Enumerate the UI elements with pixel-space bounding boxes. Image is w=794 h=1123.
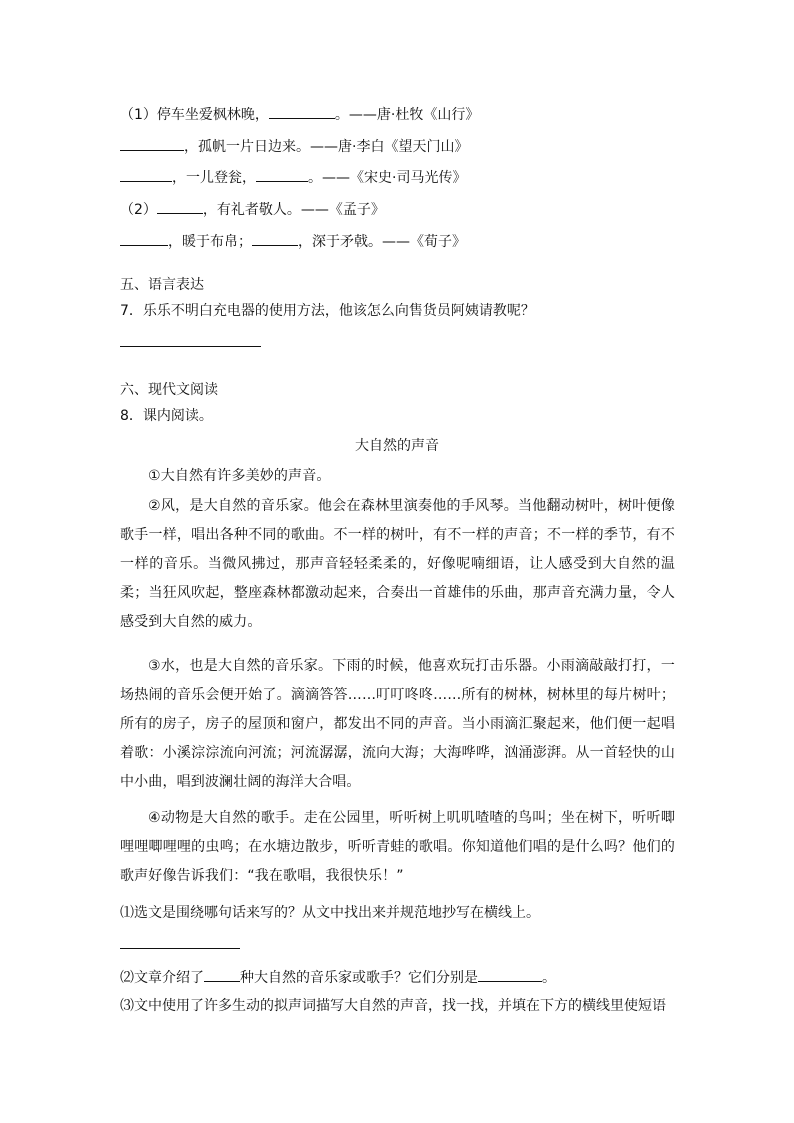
passage-paragraph-3: ③水，也是大自然的音乐家。下雨的时候，他喜欢玩打击乐器。小雨滴敲敲打打，一场热闹的音乐会便开始了。滴滴答答……叮叮咚咚……所有的树林，树林里的每片树叶；所有的房子，房子的屋顶和窗户，都发出不同的声音。当小雨滴汇聚起来，他们便一起唱着歌：小溪淙淙流向河流；河流潺潺，流向大海；大海哗哗，汹涌澎湃。从一首轻快的山中小曲，唱到波澜壮阔的海洋大合唱。 [120, 658, 675, 790]
answer-line-q7[interactable] [120, 346, 261, 347]
poem-line-2 [120, 136, 468, 156]
answer-blank[interactable] [252, 231, 298, 246]
poem-line-1 [120, 104, 479, 124]
answer-blank[interactable] [157, 199, 203, 214]
answer-blank[interactable] [120, 136, 184, 151]
answer-blank[interactable] [478, 967, 542, 982]
sub-question-2-text-c: 。 [542, 970, 556, 986]
poem-line-4-text: ，有礼者敬人。——《孟子》 [202, 202, 385, 218]
poem-line-3-text: ，一儿登瓮， [172, 170, 256, 186]
poem-line-5-text: ，暖于布帛； [168, 234, 252, 250]
poem-line-3 [120, 167, 466, 187]
section-6-heading: 六、现代文阅读 [120, 382, 218, 398]
answer-blank[interactable] [204, 967, 240, 982]
answer-blank[interactable] [256, 167, 308, 182]
question-7: 7．乐乐不明白充电器的使用方法，他该怎么向售货员阿姨请教呢？ [120, 303, 535, 319]
answer-blank[interactable] [269, 104, 335, 119]
sub-question-2-text-a: ⑵文章介绍了 [120, 970, 204, 986]
poem-line-5 [120, 231, 466, 251]
poem-line-4 [120, 199, 385, 219]
poem-line-1-text: （1）停车坐爱枫林晚， [120, 107, 269, 123]
poem-line-4-label: （2） [120, 202, 157, 218]
section-5-heading: 五、语言表达 [120, 277, 204, 293]
sub-question-3: ⑶文中使用了许多生动的拟声词描写大自然的声音，找一找，并填在下方的横线里使短语 [120, 998, 666, 1014]
sub-question-2 [120, 967, 556, 987]
poem-line-3-source: 。——《宋史·司马光传》 [308, 170, 467, 186]
poem-line-1-source: 。——唐·杜牧《山行》 [334, 107, 480, 123]
sub-question-2-text-b: 种大自然的音乐家或歌手？它们分别是 [240, 970, 478, 986]
answer-line-sq1[interactable] [120, 948, 240, 949]
passage-paragraph-2: ②风，是大自然的音乐家。他会在森林里演奏他的手风琴。当他翻动树叶，树叶便像歌手一样，唱出各种不同的歌曲。不一样的树叶，有不一样的声音；不一样的季节，有不一样的音乐。当微风拂过，那声音轻轻柔柔的，好像呢喃细语，让人感受到大自然的温柔；当狂风吹起，整座森林都激动起来，合奏出一首雄伟的乐曲，那声音充满力量，令人感受到大自然的威力。 [120, 498, 675, 630]
passage-paragraph-1: ①大自然有许多美妙的声音。 [148, 468, 331, 484]
question-8: 8．课内阅读。 [120, 408, 213, 424]
passage-paragraph-4: ④动物是大自然的歌手。走在公园里，听听树上叽叽喳喳的鸟叫；坐在树下，听听唧哩哩唧哩哩的虫鸣；在水塘边散步，听听青蛙的歌唱。你知道他们唱的是什么吗？他们的歌声好像告诉我们：“我在歌唱，我很快乐！” [120, 810, 675, 884]
answer-blank[interactable] [120, 167, 172, 182]
poem-line-5-source: ，深于矛戟。——《荀子》 [298, 234, 466, 250]
poem-line-2-text: ，孤帆一片日边来。——唐·李白《望天门山》 [184, 139, 469, 155]
passage-title: 大自然的声音 [355, 438, 439, 454]
answer-blank[interactable] [120, 231, 168, 246]
sub-question-1: ⑴选文是围绕哪句话来写的？从文中找出来并规范地抄写在横线上。 [120, 905, 540, 921]
